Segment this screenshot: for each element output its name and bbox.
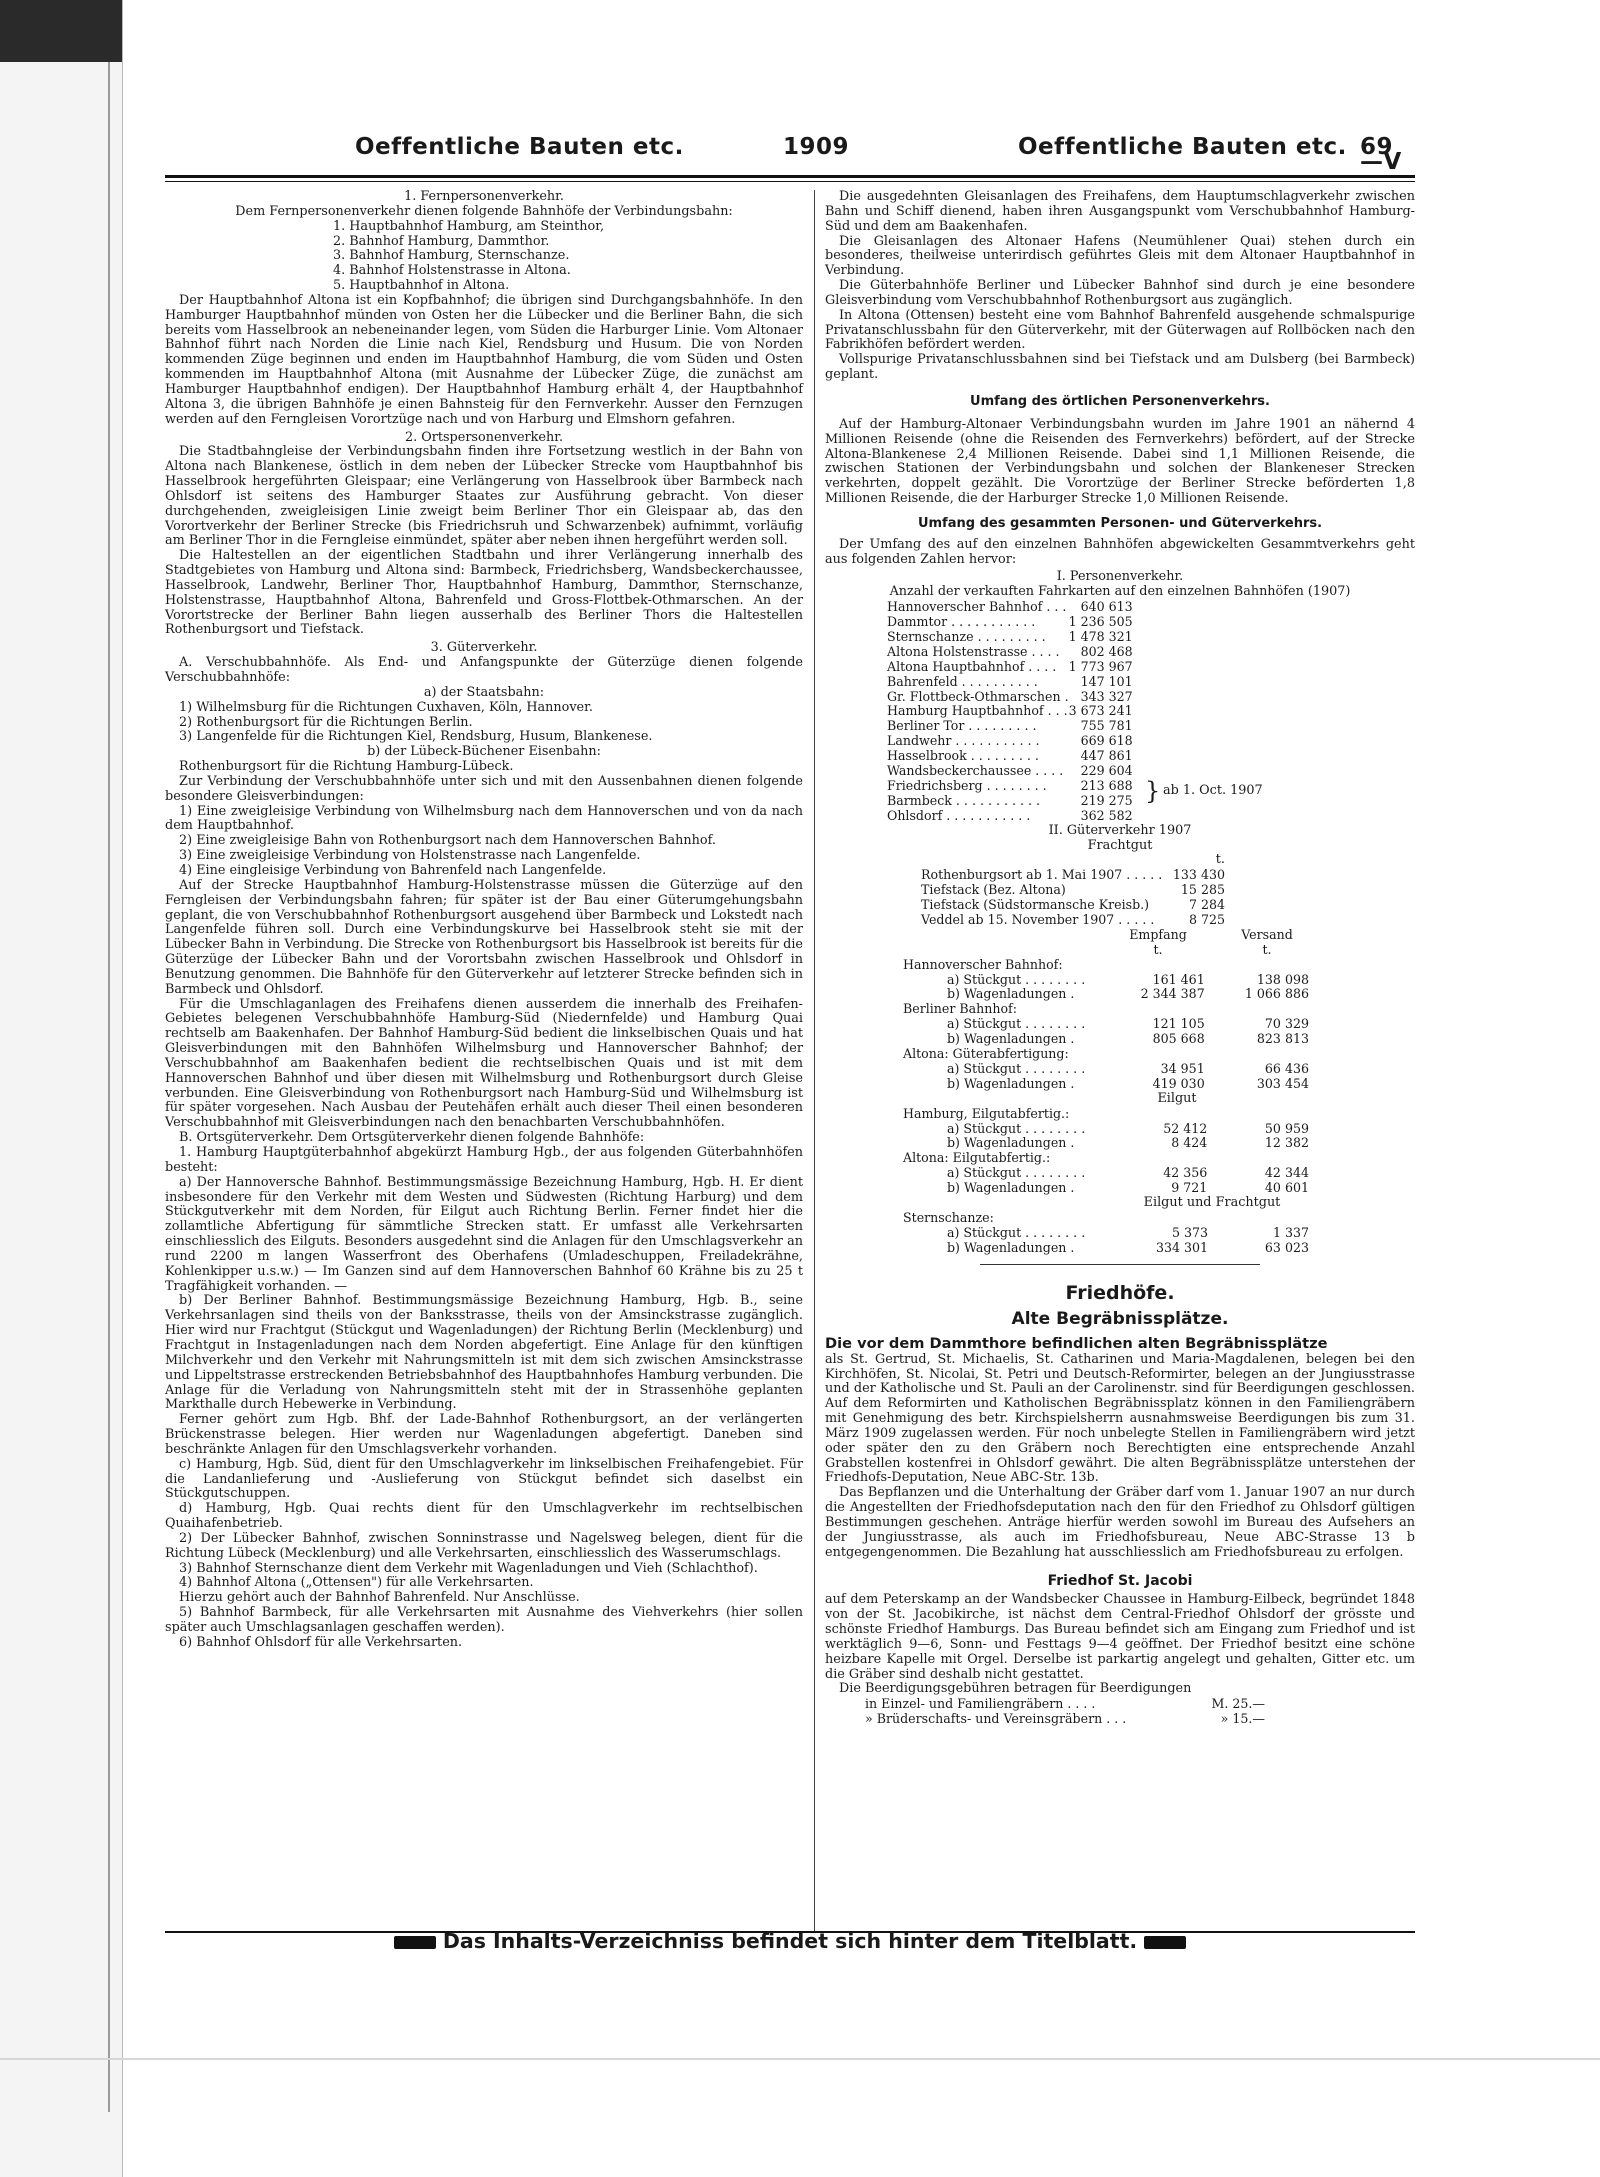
alte-heading: Alte Begräbnissplätze.	[1011, 1308, 1229, 1329]
row-label: a) Stückgut . . . . . . . .	[947, 1224, 1086, 1240]
paragraph: Vollspurige Privatanschlussbahnen sind bei Tiefstack und am Dulsberg (bei Barmbeck) geplant.	[825, 352, 1415, 383]
scan-film-edge	[0, 0, 123, 2177]
freight-table-body	[921, 868, 1225, 928]
table-row	[887, 600, 1133, 615]
table-row	[903, 1136, 1321, 1151]
table-row	[903, 1017, 1321, 1032]
row-label: a) Stückgut . . . . . . . .	[947, 1120, 1086, 1136]
row-label: a) Stückgut . . . . . . . .	[947, 1165, 1086, 1181]
row-value: 802 468	[1080, 643, 1133, 659]
brace-glyph: }	[1145, 777, 1161, 806]
row-label: Wandsbeckerchaussee . . . .	[887, 763, 1064, 779]
row-value: 669 618	[1080, 733, 1133, 749]
paragraph: a) Der Hannoversche Bahnhof. Bestimmungsmässige Bezeichnung Hamburg, Hgb. H. Er dient insbesondere für den Verkehr mit dem Westen und Südwesten (Richtung Harburg) und dem Stückgutverkehr mit dem Norden, für Eilgut auch Richtung Berlin. Ferner findet hier die zollamtliche Abfertigung für sämmtliche Strecken statt. Er umfasst alle Verkehrsarten einschliesslich des Eilguts. Besonders ausgedehnt sind die Anlagen für den Umschlagsverkehr an rund 2200 m langen Wasserfront des Oberhafens (Umladeschuppen, Freiladekrähne, Kohlenkipper u.s.w.) — Im Ganzen sind auf dem Hannoverschen Bahnhof 60 Krähne bis zu 25 t Tragfähigkeit vorhanden. —	[165, 1174, 803, 1294]
row-value: 229 604	[1080, 763, 1133, 779]
fee-label: in Einzel- und Familiengräbern . . . .	[865, 1696, 1096, 1712]
row-label: b) Wagenladungen .	[947, 1239, 1075, 1255]
row-label: b) Wagenladungen .	[947, 1075, 1075, 1091]
table-row	[921, 868, 1225, 883]
dispatch-value	[1225, 958, 1321, 973]
row-label: Altona: Güterabfertigung:	[903, 1046, 1069, 1062]
receipt-value: 419 030	[1152, 1075, 1205, 1091]
dispatch-value: 1 337	[1272, 1224, 1309, 1240]
receipt-value: 34 951	[1160, 1061, 1205, 1076]
dispatch-value: 12 382	[1264, 1135, 1309, 1151]
paragraph: 3) Bahnhof Sternschanze dient dem Verkehr mit Wagenladungen und Vieh (Schlachthof).	[179, 1560, 758, 1576]
receipt-value: 52 412	[1163, 1120, 1208, 1136]
paragraph: Das Bepflanzen und die Unterhaltung der Gräber darf vom 1. Januar 1907 an nur durch die Angestellten der Friedhofsdeputation nach den für den Friedhof zu Ohlsdorf gültigen Bestimmungen geschehen. Anträge hierfür werden sowohl im Bureau des Aufsehers an der Jungiusstrasse, als auch im Friedhofsbureau, Neue ABC-Strasse 13 b entgegengenommen. Die Bezahlung hat ausschliesslich am Friedhofsbureau zu erfolgen.	[825, 1485, 1415, 1560]
list-item: 2. Bahnhof Hamburg, Dammthor.	[333, 233, 550, 249]
row-value: 1 478 321	[1068, 628, 1133, 644]
receipt-value	[1124, 958, 1224, 973]
receipt-value	[1129, 1211, 1228, 1226]
row-label: b) Wagenladungen .	[947, 986, 1075, 1002]
page-footer	[165, 1929, 1415, 1953]
paragraph: 2) Eine zweigleisige Bahn von Rothenburgsort nach dem Hannoverschen Bahnhof.	[179, 833, 716, 849]
table-row	[903, 1166, 1321, 1181]
column-separator	[814, 190, 815, 1932]
paragraph: Dem Fernpersonenverkehr dienen folgende Bahnhöfe der Verbindungsbahn:	[235, 203, 733, 219]
dispatch-value	[1227, 1107, 1321, 1122]
paragraph: 1) Eine zweigleisige Verbindung von Wilhelmsburg nach dem Hannoverschen und von da nach dem Hauptbahnhof.	[165, 803, 803, 834]
row-value: 3 673 241	[1068, 703, 1133, 719]
freight-table	[825, 853, 1225, 927]
table-row	[887, 749, 1133, 764]
row-value: 8 725	[1188, 911, 1225, 927]
row-value: 447 861	[1080, 748, 1133, 764]
paragraph: Für die Umschlaganlagen des Freihafens dienen ausserdem die innerhalb des Freihafen-Gebietes belegenen Verschubbahnhöfe Hamburg-Süd (Niedernfelde) und Hamburg Quai rechtselb am Baakenhafen. Der Bahnhof Hamburg-Süd bedient die linkselbischen Quais und hat Gleisverbindungen mit den Bahnhöfen Wilhelmsburg und Hannoverscher Bahnhof; der Verschubbahnhof am Baakenhafen bedient die rechtselbischen Quais und ist mit dem Hannoverschen Bahnhof und über diesen mit Wilhelmsburg und Rothenburgsort durch Gleise verbunden. Eine Gleisverbindung von Rothenburgsort nach Hamburg-Süd und Wilhelmsburg ist für später vorgesehen. Nach Ausbau der Peutehäfen erhält auch dieser Theil einen besonderen Verschubbahnhof mit Gleisverbindungen nach den benachbarten Verschubbahnhöfen.	[165, 996, 803, 1131]
paragraph: Der Umfang des auf den einzelnen Bahnhöfen abgewickelten Gesammtverkehrs geht aus folgenden Zahlen hervor:	[825, 536, 1415, 567]
row-label: Hamburg Hauptbahnhof . . .	[887, 703, 1068, 719]
table-row	[903, 1122, 1321, 1137]
row-label: Altona: Eilgutabfertig.:	[903, 1150, 1051, 1166]
row-value: 1 773 967	[1068, 658, 1133, 674]
row-value: 133 430	[1172, 867, 1225, 883]
receipt-value: 2 344 387	[1140, 986, 1205, 1002]
paragraph: als St. Gertrud, St. Michaelis, St. Catharinen und Maria-Magdalenen, belegen bei den Kirchhöfen, St. Nicolai, St. Petri und Deutsch-Reformirter, belegen an der Jungiusstrasse und der Katholische und St. Pauli an der Carolinenstr. sind für Beerdigungen geschlossen. Auf dem Reformirten und Katholischen Begräbnissplatz können in den Familiengräbern mit Genehmigung des betr. Kirchspielsherrn ausnahmsweise Beerdigungen bis zum 31. März 1909 zugelassen werden. Für noch unbelegte Stellen in Familiengräbern wird jetzt oder später den zu den Gräbern noch Berechtigten eine entsprechende Anzahl Grabstellen kostenfrei in Ohlsdorf gewährt. Die alten Begräbnissplätze unterstehen der Friedhofs-Deputation, Neue ABC-Str. 13b.	[825, 1351, 1415, 1486]
receipt-value: 9 721	[1171, 1180, 1208, 1196]
list-item: 3) Langenfelde für die Richtungen Kiel, Rendsburg, Husum, Blankenese.	[179, 729, 653, 745]
row-value: 213 688	[1080, 777, 1133, 793]
header-rule-thin	[165, 181, 1415, 182]
table-row	[903, 973, 1321, 988]
column-header: Versand	[1241, 926, 1293, 942]
table-note: ab 1. Oct. 1907	[1163, 783, 1263, 799]
receipt-value	[1124, 1002, 1224, 1017]
row-value: 362 582	[1080, 807, 1133, 823]
row-label: Friedrichsberg . . . . . . . .	[887, 777, 1047, 793]
row-label: Altona Holstenstrasse . . . .	[887, 643, 1060, 659]
unit-label: t.	[1153, 941, 1163, 957]
row-label: Veddel ab 15. November 1907 . . . . .	[921, 911, 1155, 927]
row-value: 343 327	[1080, 688, 1133, 704]
table-row	[887, 794, 1133, 809]
paragraph: d) Hamburg, Hgb. Quai rechts dient für den Umschlagverkehr im rechtselbischen Quaihafenbetrieb.	[165, 1501, 803, 1532]
paragraph: B. Ortsgüterverkehr. Dem Ortsgüterverkehr dienen folgende Bahnhöfe:	[179, 1130, 645, 1146]
footer-text: Das Inhalts-Verzeichniss befindet sich hinter dem Titelblatt.	[442, 1929, 1138, 1953]
paragraph: Auf der Hamburg-Altonaer Verbindungsbahn wurden im Jahre 1901 an nähernd 4 Millionen Reisende (ohne die Reisenden des Fernverkehrs) befördert, auf der Strecke Altona-Blankenese 2,4 Millionen Reisende. Dabei sind 1,1 Millionen Reisende, die zwischen Stationen der Verbindungsbahn und solchen der Blankeneser Strecken verkehrten, doppelt gezählt. Die Vorortzüge der Berliner Strecke beförderten 1,8 Millionen Reisende, die der Harburger Strecke 1,0 Millionen Reisende.	[825, 416, 1415, 507]
table-row	[887, 734, 1133, 749]
paragraph: Die Gleisanlagen des Altonaer Hafens (Neumühlener Quai) stehen durch ein besonderes, theilweise unterirdisch geführtes Gleis mit dem Altonaer Hauptbahnhof in Verbindung.	[825, 233, 1415, 279]
list-item: 4. Bahnhof Holstenstrasse in Altona.	[333, 263, 571, 279]
row-label: Landwehr . . . . . . . . . . .	[887, 733, 1040, 749]
paragraph: 2) Der Lübecker Bahnhof, zwischen Sonninstrasse und Nagelsweg belegen, dient für die Richtung Lübeck (Mecklenburg) und alle Verkehrsarten, einschliesslich des Wasserumschlags.	[165, 1530, 803, 1561]
list-item: 1. Hauptbahnhof Hamburg, am Steinthor,	[333, 218, 605, 234]
paragraph: Die Güterbahnhöfe Berliner und Lübecker Bahnhof sind durch je eine besondere Gleisverbindung vom Verschubbahnhof Rothenburgsort aus zugänglich.	[825, 278, 1415, 308]
table-row	[921, 913, 1225, 928]
page-header	[165, 128, 1415, 188]
receipt-value: 121 105	[1152, 1016, 1205, 1032]
receipt-value: 42 356	[1163, 1165, 1208, 1181]
row-value: 15 285	[1180, 882, 1225, 898]
row-label: a) Stückgut . . . . . . . .	[947, 1061, 1086, 1076]
friedhoefe-heading: Friedhöfe.	[1065, 1281, 1175, 1304]
paragraph: Der Hauptbahnhof Altona ist ein Kopfbahnhof; die übrigen sind Durchgangsbahnhöfe. In den Hamburger Hauptbahnhof münden von Osten her die Lübecker und die Berliner Bahn, die sich bereits vom Hasselbrook an nebeneinander legen, vom Süden die Harburger Linie. Vom Altonaer Bahnhof führt nach Norden die Linie nach Kiel, Rendsburg und Husum. Die von Norden kommenden Züge beginnen und enden im Hauptbahnhof Hamburg, die vom Süden und Osten kommenden im Hauptbahnhof Altona (mit Ausnahme der Lübecker Züge, die zunächst am Hamburger Hauptbahnhof endigen). Der Hauptbahnhof Hamburg erhält 4, der Hauptbahnhof Altona 3, die übrigen Bahnhöfe je einen Bahnsteig für den Fernverkehr. Ausser den Fernzugen werden auf den Ferngleisen Vorortzüge nach und von Harburg und Elmshorn gefahren.	[165, 292, 803, 427]
fee-table	[865, 1697, 1265, 1727]
section-title: 2. Ortspersonenverkehr.	[404, 429, 564, 445]
dispatch-value: 1 066 886	[1244, 986, 1309, 1002]
right-column	[825, 190, 1415, 1727]
paragraph: 6) Bahnhof Ohlsdorf für alle Verkehrsarten.	[179, 1634, 463, 1650]
dammthore-heading: Die vor dem Dammthore befindlichen alten Begräbnissplätze	[825, 1334, 1328, 1352]
header-right: Oeffentliche Bauten etc.	[1018, 134, 1347, 160]
table-row	[887, 809, 1133, 824]
table-row	[903, 1107, 1321, 1122]
table-row	[903, 958, 1321, 973]
subsection-title: b) der Lübeck-Büchener Eisenbahn:	[367, 744, 601, 760]
table-row	[887, 704, 1133, 719]
table-row	[887, 690, 1133, 705]
row-label: Barmbeck . . . . . . . . . . .	[887, 792, 1040, 808]
receipt-value: 161 461	[1152, 971, 1205, 987]
row-label: Sternschanze:	[903, 1209, 994, 1225]
table-row	[887, 675, 1133, 690]
table-title: II. Güterverkehr 1907	[1048, 822, 1192, 838]
scan-bottom-line	[0, 2058, 1600, 2060]
receipt-value: 334 301	[1155, 1239, 1209, 1255]
section-heading: Umfang des örtlichen Personenverkehrs.	[970, 393, 1270, 409]
table-row	[921, 898, 1225, 913]
dispatch-value: 303 454	[1256, 1075, 1309, 1091]
station-freight-head	[903, 928, 1321, 958]
eilgut-rows	[903, 1107, 1321, 1196]
dispatch-value: 823 813	[1256, 1031, 1309, 1047]
receipt-value: 5 373	[1172, 1224, 1209, 1240]
table-row	[903, 1032, 1321, 1047]
table-row	[903, 1047, 1321, 1062]
section-title: 3. Güterverkehr.	[430, 640, 538, 656]
table-row	[887, 630, 1133, 645]
table-subtitle: Anzahl der verkauften Fahrkarten auf den einzelnen Bahnhöfen (1907)	[889, 584, 1351, 600]
row-value: 640 613	[1080, 599, 1133, 615]
receipt-value: 805 668	[1152, 1031, 1205, 1047]
row-label: Gr. Flottbeck-Othmarschen .	[887, 688, 1069, 704]
row-label: Rothenburgsort ab 1. Mai 1907 . . . . .	[921, 867, 1163, 883]
receipt-value	[1124, 1047, 1224, 1062]
row-label: Berliner Tor . . . . . . . . .	[887, 718, 1037, 734]
receipt-value	[1130, 1107, 1227, 1122]
unit-label: t.	[1262, 941, 1272, 957]
paragraph: c) Hamburg, Hgb. Süd, dient für den Umschlagverkehr im linkselbischen Freihafengebiet. Für die Landanlieferung und -Auslieferung von Stückgut befindet sich daselbst ein Stückgutschuppen.	[165, 1456, 803, 1502]
fee-value: » 15.—	[1220, 1711, 1265, 1727]
row-label: Hannoverscher Bahnhof:	[903, 956, 1063, 972]
list-item: 5. Hauptbahnhof in Altona.	[333, 278, 510, 294]
dispatch-value: 138 098	[1256, 971, 1309, 987]
receipt-value	[1130, 1151, 1227, 1166]
table-row	[903, 1062, 1321, 1077]
paragraph: 3) Eine zweigleisige Verbindung von Holstenstrasse nach Langenfelde.	[179, 848, 641, 864]
row-label: Tiefstack (Südstormansche Kreisb.)	[921, 897, 1150, 913]
paragraph: Die Haltestellen an der eigentlichen Stadtbahn und ihrer Verlängerung innerhalb des Stadtgebietes von Hamburg und Altona sind: Barmbeck, Friedrichsberg, Wandsbeckerchaussee, Hasselbrook, Landwehr, Berliner Thor, Hauptbahnhof Hamburg, Dammthor, Sternschanze, Holstenstrasse, Hauptbahnhof Altona, Bahrenfeld und Gross-Flottbek-Othmarschen. An der Vorortstrecke der Berliner Bahn liegen ausserhalb des Berliner Thors die Haltestellen Rothenburgsort und Tiefstack.	[165, 548, 803, 638]
header-left: Oeffentliche Bauten etc.	[355, 134, 684, 160]
paragraph: Die Stadtbahngleise der Verbindungsbahn finden ihre Fortsetzung westlich in der Bahn von Altona nach Blankenese, östlich in dem neben der Lübecker Strecke vom Hauptbahnhof bis Hasselbrook hergeführten Gleispaar; eine Verlängerung von Hasselbrook über Barmbeck nach Ohlsdorf ist seitens des Hamburger Staates zur Ausführung gebracht. Von dieser durchgehenden, zweigleisigen Linie zweigt beim Berliner Thor ein Gleispaar ab, das den Vorortverkehr der Berliner Strecke (bis Friedrichsruh und Schwarzenbek) aufnimmt, vorläufig am Berliner Thor in die Ferngleise einmündet, später aber neben ihnen hergeführt werden soll.	[165, 444, 803, 549]
sternschanze-rows	[903, 1211, 1321, 1256]
dispatch-value: 70 329	[1264, 1016, 1309, 1032]
dispatch-value	[1225, 1047, 1321, 1062]
fee-label: » Brüderschafts- und Vereinsgräbern . . .	[865, 1711, 1127, 1727]
dispatch-value: 66 436	[1264, 1061, 1309, 1076]
column-header: Empfang	[1129, 926, 1187, 942]
ticket-table-body	[887, 600, 1133, 824]
row-label: Hannoverscher Bahnhof . . .	[887, 599, 1067, 615]
dispatch-value: 40 601	[1264, 1180, 1309, 1196]
table-row	[903, 1151, 1321, 1166]
list-item: 2) Rothenburgsort für die Richtungen Berlin.	[179, 714, 473, 730]
table-row	[903, 987, 1321, 1002]
row-label: a) Stückgut . . . . . . . .	[947, 1016, 1086, 1032]
table-row	[903, 1241, 1321, 1256]
paragraph: 4) Bahnhof Altona („Ottensen") für alle Verkehrsarten.	[179, 1575, 534, 1591]
scan-film-line	[108, 62, 110, 2112]
section-title: 1. Fernpersonenverkehr.	[404, 189, 564, 204]
row-label: Tiefstack (Bez. Altona)	[921, 882, 1066, 898]
header-rule-thick	[165, 175, 1415, 178]
table-row	[887, 615, 1133, 630]
group-label: Eilgut	[1157, 1090, 1197, 1106]
row-label: a) Stückgut . . . . . . . .	[947, 971, 1086, 987]
scan-film-corner	[0, 0, 122, 62]
row-label: b) Wagenladungen .	[947, 1180, 1075, 1196]
row-label: Hamburg, Eilgutabfertig.:	[903, 1105, 1070, 1121]
divider	[980, 1264, 1260, 1265]
table-row	[887, 764, 1133, 779]
frachtgut-rows	[903, 958, 1321, 1092]
row-value: 1 236 505	[1068, 614, 1133, 629]
paragraph: Zur Verbindung der Verschubbahnhöfe unter sich und mit den Aussenbahnen dienen folgende besondere Gleisverbindungen:	[165, 773, 803, 804]
paragraph: Auf der Strecke Hauptbahnhof Hamburg-Holstenstrasse müssen die Güterzüge auf den Ferngleisen der Verbindungsbahn fahren; für später ist der Bau einer Güterumgehungsbahn geplant, die von Verschubbahnhof Rothenburgsort ausgehend über Barmbeck und Lokstedt nach Langenfelde führen soll. Durch eine Verbindungskurve bei Hasselbrook steht sie mit der Lübecker Bahn in Verbindung. Die Strecke von Rothenburgsort bis Hasselbrook ist bereits für die Güterzüge der Lübecker Bahn und der Vorortsbahn zwischen Hasselbrook und Ohlsdorf in Benutzung genommen. Die Bahnhöfe für den Güterverkehr auf letzterer Strecke befinden sich in Barmbeck und Ohlsdorf.	[165, 877, 803, 997]
row-label: b) Wagenladungen .	[947, 1135, 1075, 1151]
paragraph: auf dem Peterskamp an der Wandsbecker Chaussee in Hamburg-Eilbeck, begründet 1848 von der St. Jacobikirche, ist nächst dem Central-Friedhof Ohlsdorf der grösste und schönste Friedhof Hamburgs. Das Bureau befindet sich am Eingang zum Friedhof und ist werktäglich 9—6, Sonn- und Festtags 9—4 geöffnet. Der Friedhof besitzt eine schöne heizbare Kapelle mit Orgel. Derselbe ist parkartig angelegt und gehalten, Gitter etc. um die Gräber sind deshalb nicht gestattet.	[825, 1592, 1415, 1682]
left-column	[165, 190, 803, 1651]
table-row	[903, 1181, 1321, 1196]
row-label: Altona Hauptbahnhof . . . .	[887, 658, 1057, 674]
table-row	[887, 779, 1133, 794]
paragraph: Die Beerdigungsgebühren betragen für Beerdigungen	[839, 1681, 1192, 1697]
pointing-hand-icon	[394, 1936, 436, 1949]
table-row	[887, 719, 1133, 734]
row-value: 7 284	[1188, 897, 1225, 913]
table-row	[903, 1077, 1321, 1092]
table-row	[921, 883, 1225, 898]
row-value: 147 101	[1080, 673, 1133, 689]
header-year: 1909	[783, 134, 850, 160]
table-row	[887, 645, 1133, 660]
paragraph: b) Der Berliner Bahnhof. Bestimmungsmässige Bezeichnung Hamburg, Hgb. B., seine Verkehrsanlagen sind theils von der Banksstrasse, theils von der Amsinckstrasse zugänglich. Hier wird nur Frachtgut (Stückgut und Wagenladungen) der Richtung Berlin (Mecklenburg) und Frachtgut in Instagenladungen nach dem Norden abgefertigt. Eine Anlage für den künftigen Milchverkehr und den Verkehr mit Nahrungsmitteln ist mit dem sich zwischen Amsinckstrasse und Lippeltstrasse erstreckenden Betriebsbahnhof des Hauptbahnhofes Hamburg verbunden. Die Anlage für die Verladung von Nahrungsmitteln steht mit der in Strassenhöhe geplanten Markthalle durch Hebewerke in Verbindung.	[165, 1293, 803, 1413]
receipt-value: 8 424	[1171, 1135, 1208, 1151]
list-item: 1) Wilhelmsburg für die Richtungen Cuxhaven, Köln, Hannover.	[179, 699, 593, 715]
dispatch-value: 42 344	[1264, 1165, 1309, 1181]
row-label: b) Wagenladungen .	[947, 1031, 1075, 1047]
paragraph: 4) Eine eingleisige Verbindung von Bahrenfeld nach Langenfelde.	[179, 862, 607, 878]
dispatch-value	[1228, 1211, 1321, 1226]
table-row	[865, 1697, 1265, 1712]
row-label: Dammtor . . . . . . . . . . .	[887, 614, 1036, 629]
pointing-hand-icon	[1144, 1936, 1186, 1949]
table-row	[887, 660, 1133, 675]
jacobi-heading: Friedhof St. Jacobi	[1047, 1573, 1193, 1590]
paragraph: 5) Bahnhof Barmbeck, für alle Verkehrsarten mit Ausnahme des Viehverkehrs (hier sollen später auch Umschlagsanlagen geschaffen werden).	[165, 1605, 803, 1635]
table-row	[903, 1226, 1321, 1241]
table-row	[903, 1211, 1321, 1226]
row-value: 219 275	[1080, 792, 1133, 808]
list-item: Rothenburgsort für die Richtung Hamburg-Lübeck.	[179, 759, 514, 775]
row-label: Sternschanze . . . . . . . . .	[887, 628, 1046, 644]
paragraph: Die ausgedehnten Gleisanlagen des Freihafens, dem Hauptumschlagverkehr zwischen Bahn und Schiff dienend, haben ihren Ausgangspunkt vom Verschubbahnhof Hamburg-Süd und dem am Baakenhafen.	[825, 189, 1415, 234]
paragraph: In Altona (Ottensen) besteht eine vom Bahnhof Bahrenfeld ausgehende schmalspurige Privatanschlussbahn für den Güterverkehr, mit der Güterwagen auf Rollböcken nach den Fabrikhöfen befördert werden.	[825, 307, 1415, 353]
table-subtitle: Frachtgut	[1087, 837, 1153, 853]
fee-value: M. 25.—	[1211, 1696, 1265, 1712]
table-row	[903, 1002, 1321, 1017]
station-list	[165, 220, 803, 294]
dispatch-value: 63 023	[1264, 1239, 1309, 1255]
paragraph: 1. Hamburg Hauptgüterbahnhof abgekürzt Hamburg Hgb., der aus folgenden Güterbahnhöfen besteht:	[165, 1145, 803, 1175]
unit-label: t.	[1215, 852, 1225, 868]
table-row	[865, 1712, 1265, 1727]
list-item: 3. Bahnhof Hamburg, Sternschanze.	[333, 248, 570, 264]
row-label: Bahrenfeld . . . . . . . . . .	[887, 673, 1038, 689]
paragraph: A. Verschubbahnhöfe. Als End- und Anfangspunkte der Güterzüge dienen folgende Verschubbahnhöfe:	[165, 655, 803, 685]
document-page	[165, 128, 1415, 1998]
table-title: I. Personenverkehr.	[1056, 569, 1184, 585]
row-label: Berliner Bahnhof:	[903, 1001, 1017, 1017]
dispatch-value	[1225, 1002, 1321, 1017]
header-page-number: 69—V	[1360, 134, 1402, 175]
paragraph: Hierzu gehört auch der Bahnhof Bahrenfeld. Nur Anschlüsse.	[179, 1590, 580, 1606]
row-value: 755 781	[1080, 718, 1133, 734]
ticket-table	[825, 599, 1263, 824]
paragraph: Ferner gehört zum Hgb. Bhf. der Lade-Bahnhof Rothenburgsort, an der verlängerten Brückenstrasse belegen. Hier werden nur Wagenladungen abgefertigt. Daneben sind beschränkte Anlagen für den Umschlagsverkehr vorhanden.	[165, 1412, 803, 1457]
row-label: Ohlsdorf . . . . . . . . . . .	[887, 807, 1031, 823]
group-label: Eilgut und Frachtgut	[1143, 1195, 1281, 1211]
station-freight-table	[825, 928, 1321, 1256]
section-heading: Umfang des gesammten Personen- und Güterverkehrs.	[917, 515, 1323, 531]
dispatch-value	[1227, 1151, 1321, 1166]
row-label: Hasselbrook . . . . . . . . .	[887, 748, 1039, 764]
dispatch-value: 50 959	[1264, 1120, 1309, 1136]
subsection-title: a) der Staatsbahn:	[423, 684, 545, 700]
